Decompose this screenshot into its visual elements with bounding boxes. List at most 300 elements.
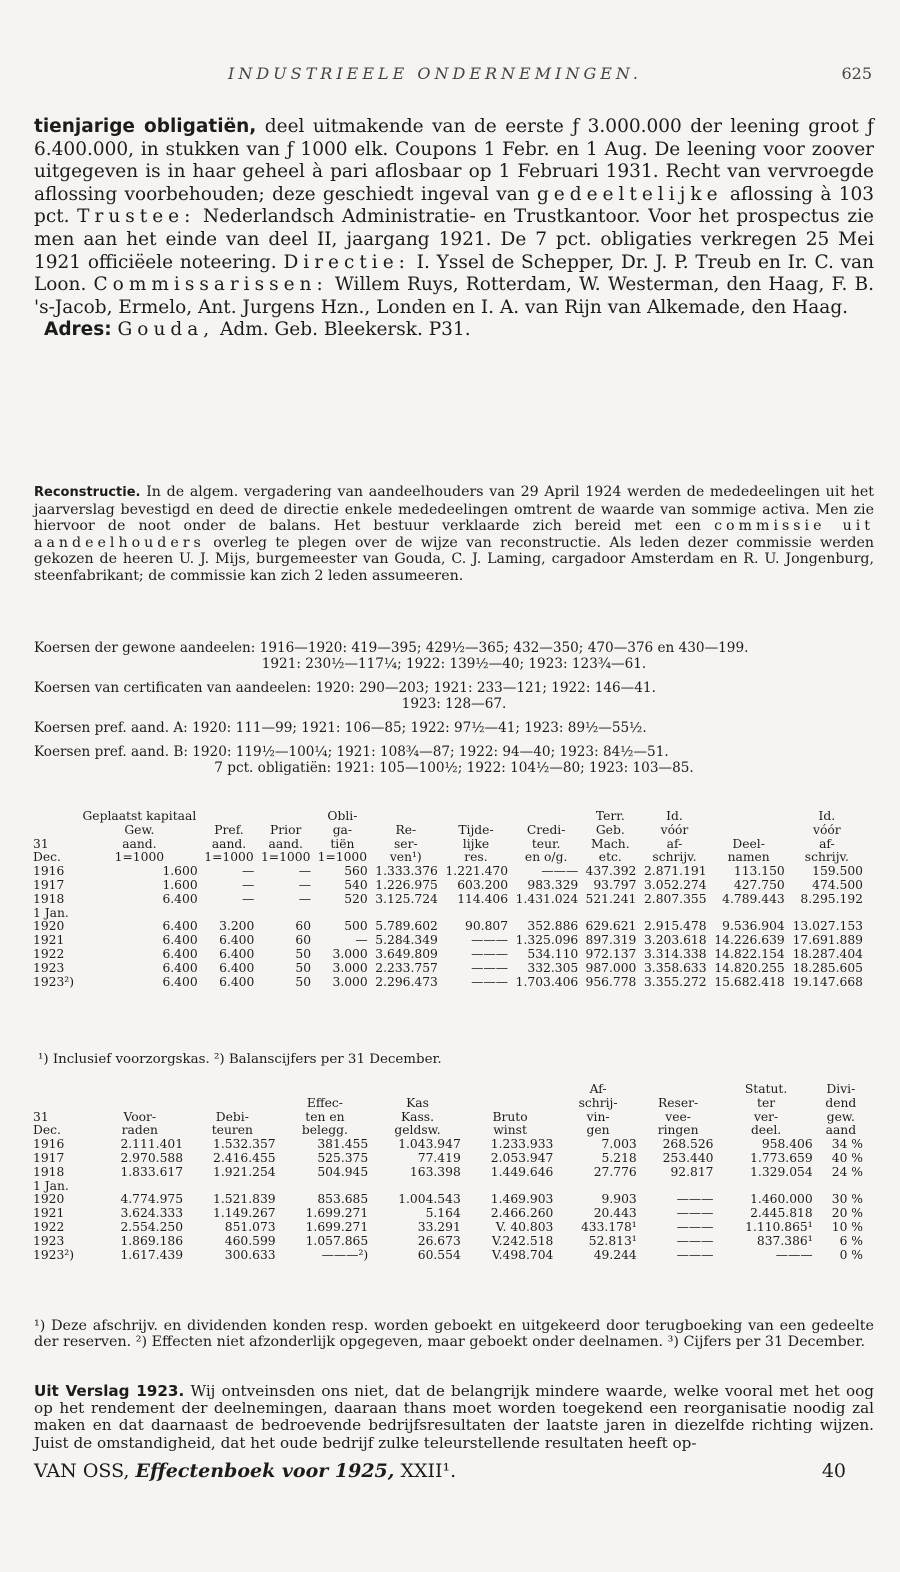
table-header-cell	[257, 810, 314, 824]
table-header-cell	[30, 824, 78, 838]
table-row	[30, 893, 866, 907]
table-header-cell: vin-	[586, 1109, 610, 1124]
table-cell: 6.400	[162, 891, 198, 906]
table-row	[30, 1138, 866, 1152]
table-cell	[816, 1180, 866, 1194]
table-header-cell: ven¹)	[389, 850, 422, 865]
table-cell	[257, 907, 314, 921]
table-header-cell	[186, 1083, 279, 1097]
reconstructie-spaced: commissie uit aandeelhouders	[34, 518, 874, 551]
table-cell: 19.147.668	[792, 974, 863, 989]
table-cell: ———	[775, 1247, 813, 1262]
table-cell: 2.296.473	[375, 974, 438, 989]
table-header-cell	[511, 810, 581, 824]
table-header-cell: af-	[666, 836, 683, 851]
table-header-cell: Tijde-	[458, 822, 494, 837]
table-cell: 983.329	[527, 877, 579, 892]
table-header-cell: schrijv.	[804, 850, 849, 865]
table-cell: 92.817	[670, 1164, 714, 1179]
table-header-cell: aand.	[211, 836, 247, 851]
table-cell: 1.833.617	[120, 1164, 184, 1179]
intro-text: deel uitmakende van de eerste ƒ 3.000.000 der leening groot ƒ 6.400.000, in stukken van ƒ 1000 elk. Coupons 1 Febr. en 1 Aug. De leening voor zoover uitgegeven is in haar geheel à pari aflosbaar op 1 Februari 1931. Recht van vervroegde aflossing voorbehouden; deze geschiedt ingeval van	[34, 116, 874, 205]
table-row	[30, 1207, 866, 1221]
table-cell: 6.400	[219, 974, 255, 989]
table-header-row	[30, 1111, 866, 1125]
adres-city: Gouda,	[117, 319, 215, 341]
reconstructie-text: In de algem. vergadering van aandeelhouders van 29 April 1924 werden de mededeelingen uit het jaarverslag bevestigd en deed de directie enkele mededeelingen omtrent de waarde van sommige activa. Men zie hiervoor de noot onder de balans. Het bestuur verklaarde zich bereid met een	[34, 484, 874, 535]
table-cell: 1.521.839	[213, 1192, 276, 1207]
table-header-cell: vee-	[665, 1109, 691, 1124]
table-header-cell	[30, 810, 78, 824]
table-cell: 332.305	[527, 960, 579, 975]
table-header-cell	[186, 1097, 279, 1111]
table-cell: 2.554.250	[120, 1219, 184, 1234]
table-cell: 3.200	[219, 919, 255, 934]
table-cell: 1.325.096	[515, 933, 579, 948]
table-cell	[279, 1180, 372, 1194]
table-header-cell: dend	[825, 1095, 857, 1110]
table-cell: 1.431.024	[515, 891, 579, 906]
trustee-label: Trustee:	[77, 206, 196, 228]
table-cell: 1917	[33, 877, 65, 892]
table-cell: 2.416.455	[213, 1150, 276, 1165]
table-cell: 1923²)	[33, 974, 75, 989]
table-cell: 1.329.054	[750, 1164, 813, 1179]
table-cell: V. 40.803	[495, 1219, 554, 1234]
table-row	[30, 1221, 866, 1235]
table-cell: 1.600	[162, 877, 198, 892]
table-header-row	[30, 851, 866, 865]
table-cell: 5.164	[425, 1206, 461, 1221]
table-cell: 114.406	[457, 891, 509, 906]
table-cell: 6 %	[839, 1233, 863, 1248]
table-header-cell: Voor-	[123, 1109, 157, 1124]
table-cell: 504.945	[317, 1164, 369, 1179]
table-cell: 20 %	[831, 1206, 863, 1221]
table-cell: 33.291	[417, 1219, 461, 1234]
table-header-cell	[640, 1083, 717, 1097]
table-row	[30, 920, 866, 934]
table-cell: 2.970.588	[120, 1150, 184, 1165]
table-header-cell: Divi-	[826, 1082, 856, 1096]
table-header-cell: Mach.	[590, 836, 630, 851]
table-cell: 958.406	[761, 1137, 813, 1152]
table-header-row	[30, 824, 866, 838]
table-cell: 381.455	[317, 1137, 369, 1152]
table-header-cell: Gew.	[124, 822, 155, 837]
table-cell: 2.445.818	[750, 1206, 813, 1221]
table-header-cell: aand	[825, 1123, 857, 1138]
koers-block	[34, 720, 874, 736]
table-cell: 77.419	[417, 1150, 461, 1165]
table-cell: 17.691.889	[792, 933, 863, 948]
table-cell: 6.400	[162, 960, 198, 975]
table-cell	[201, 907, 258, 921]
table-header-cell: winst	[493, 1123, 527, 1138]
table-cell: —	[355, 933, 368, 948]
table-header-cell: vóór	[813, 822, 841, 837]
table1-footnote: ¹) Inclusief voorzorgskas. ²) Balanscijfers per 31 December.	[38, 1052, 442, 1067]
table-cell: 9.903	[601, 1192, 637, 1207]
table-cell	[371, 1180, 464, 1194]
footer-publisher: VAN OSS,	[34, 1460, 130, 1482]
table-cell: 113.150	[733, 864, 785, 879]
table-header-cell: 31	[33, 836, 49, 851]
table-cell: 2.233.757	[375, 960, 438, 975]
table-cell: 3.358.633	[643, 960, 707, 975]
table-cell: 1 Jan.	[33, 905, 69, 920]
table-header-cell: Prior	[270, 822, 302, 837]
table-cell: 268.526	[662, 1137, 714, 1152]
table-cell: 14.820.255	[714, 960, 785, 975]
table-cell: 15.682.418	[714, 974, 785, 989]
reconstructie-label: Reconstructie.	[34, 485, 141, 500]
table-cell: 525.375	[317, 1150, 369, 1165]
table-cell: 1923²)	[33, 1247, 75, 1262]
table-cell: 4.774.975	[120, 1192, 184, 1207]
table-header-cell: Reser-	[658, 1095, 699, 1110]
uit-verslag-text: Wij ontveinsden ons niet, dat de belangrijk mindere waarde, welke vooral met het oog op het rendement der deelnemingen, daaraan thans moet worden toegekend een reorganisatie noodig zal maken en dat daarnaast de bedroevende bedrijfsresultaten der laatste jaren in diezelfde richting wijzen. Juist de omstandigheid, dat het oude bedrijf zulke teleurstellende resultaten heeft op-	[34, 1382, 874, 1452]
table-cell: 14.822.154	[714, 946, 785, 961]
table-cell: —	[298, 864, 312, 879]
table-header-cell: schrij-	[578, 1095, 618, 1110]
table-cell: 540	[344, 877, 368, 892]
table-header-cell: etc.	[598, 850, 622, 865]
table-cell: 1.699.271	[305, 1206, 369, 1221]
table-cell: 1920	[33, 919, 65, 934]
table-cell	[581, 907, 639, 921]
table-cell: 3.000	[332, 974, 368, 989]
koers-line: Koersen van certificaten van aandeelen: 1920: 290—203; 1921: 233—121; 1922: 146—41.	[34, 680, 656, 696]
table-header-cell: 1=1000	[317, 850, 368, 865]
adres-label: Adres:	[44, 319, 112, 341]
table-header-cell: tiën	[330, 836, 355, 851]
table-cell	[716, 1180, 815, 1194]
table-cell: 18.285.605	[792, 960, 863, 975]
table-cell	[441, 907, 511, 921]
koers-block	[34, 680, 874, 712]
table-header-cell: Deel-	[732, 836, 765, 851]
table-header-cell	[710, 810, 788, 824]
table-cell: 5.218	[601, 1150, 637, 1165]
table-header-cell: deel.	[750, 1123, 782, 1138]
table-cell: V.242.518	[491, 1233, 554, 1248]
table-header-cell: aand.	[268, 836, 303, 851]
commissarissen-names: Willem Ruys, Rotterdam, W. Westerman, den Haag, F. B. 's-Jacob, Ermelo, Ant. Jurgens Hzn., Londen en I. A. van Rijn van Alkemade, den Haag.	[34, 274, 874, 318]
header-title: INDUSTRIEELE ONDERNEMINGEN.	[228, 64, 642, 83]
table-header-cell: af-	[819, 836, 835, 851]
koers-block	[34, 640, 874, 672]
table-header-row	[30, 1083, 866, 1097]
table-cell: 27.776	[593, 1164, 637, 1179]
table-cell: 93.797	[593, 877, 637, 892]
table-cell: ———	[471, 933, 509, 948]
table-header-cell: vóór	[660, 822, 689, 837]
directie-label: Directie:	[283, 251, 410, 273]
table-cell: 18.287.404	[792, 946, 863, 961]
koers-line: Koersen der gewone aandeelen: 1916—1920: 419—395; 429½—365; 432—350; 470—376 en 430—199.	[34, 640, 749, 656]
table-cell: 3.052.274	[643, 877, 707, 892]
table-cell: 1.869.186	[120, 1233, 184, 1248]
table-cell: 1918	[33, 891, 65, 906]
table-cell: 2.871.191	[643, 864, 707, 879]
commissarissen-label: Commissarissen:	[93, 274, 328, 296]
uit-verslag-paragraph	[34, 1383, 874, 1452]
table-cell: 897.319	[585, 933, 637, 948]
table-cell: 352.886	[527, 919, 579, 934]
table-cell: 50	[295, 974, 312, 989]
table-cell: 1.110.865¹	[745, 1219, 813, 1234]
reconstructie-paragraph	[34, 484, 874, 585]
balance-table-2	[30, 1083, 866, 1262]
footer-title: Effectenboek voor 1925,	[135, 1460, 395, 1482]
intro-spaced-term: gedeeltelijke	[536, 183, 723, 205]
table-cell: 60.554	[417, 1247, 461, 1262]
table-cell	[78, 907, 201, 921]
table-header-cell: Geplaatst kapitaal	[82, 809, 197, 823]
table-header-cell: belegg.	[301, 1123, 348, 1138]
table-header-cell	[464, 1097, 557, 1111]
table-cell: 1918	[33, 1164, 65, 1179]
table-cell: 1.773.659	[750, 1150, 813, 1165]
table-cell: 433.178¹	[580, 1219, 637, 1234]
table-header-cell: geldsw.	[394, 1123, 441, 1138]
table-cell: 6.400	[162, 974, 198, 989]
table-cell: V.498.704	[491, 1247, 554, 1262]
table-header-cell	[201, 810, 258, 824]
table-cell: 6.400	[219, 960, 255, 975]
table-cell: 1.233.933	[490, 1137, 554, 1152]
footer-sheet-number: 40	[821, 1460, 846, 1482]
table-cell: 603.200	[457, 877, 509, 892]
table-cell: 1.703.406	[515, 974, 579, 989]
table-cell: 159.500	[812, 864, 863, 879]
table-row	[30, 1235, 866, 1249]
table-header-cell: Af-	[589, 1082, 607, 1096]
table-cell: 500	[344, 919, 368, 934]
table-cell: 3.355.272	[643, 974, 707, 989]
table-row	[30, 1152, 866, 1166]
table-cell: 6.400	[162, 919, 198, 934]
table-row	[30, 934, 866, 948]
table-cell: ———	[541, 864, 579, 879]
table-header-cell	[710, 824, 788, 838]
table-header-cell: ringen	[657, 1123, 699, 1138]
table-cell: 1.600	[162, 864, 198, 879]
table-header-cell: 1=1000	[204, 850, 254, 865]
table-cell: 34 %	[831, 1137, 863, 1152]
intro-paragraph	[34, 116, 874, 342]
table-cell: 1.004.543	[398, 1192, 461, 1207]
table-cell	[464, 1180, 557, 1194]
table-header-cell: aand.	[122, 836, 157, 851]
table-cell: 7.003	[601, 1137, 637, 1152]
table-cell: ———	[471, 946, 509, 961]
table-cell: —	[242, 891, 255, 906]
table-cell	[639, 907, 709, 921]
table-cell: 26.673	[417, 1233, 461, 1248]
table-cell: 560	[344, 864, 368, 879]
table-cell: 1920	[33, 1192, 65, 1207]
table-row	[30, 879, 866, 893]
table-cell: 1.532.357	[213, 1137, 276, 1152]
table-cell: ———	[676, 1206, 714, 1221]
table-row	[30, 1249, 866, 1263]
table-cell	[371, 907, 441, 921]
table-cell: 1.057.865	[305, 1233, 369, 1248]
table-cell: 1.921.254	[213, 1164, 276, 1179]
table-cell: 1923	[33, 960, 65, 975]
table-header-cell: Effec-	[306, 1095, 343, 1110]
table-cell: 3.125.724	[375, 891, 438, 906]
table-cell: 1917	[33, 1150, 65, 1165]
table-cell: —	[298, 891, 312, 906]
table-header-cell: gen	[586, 1123, 610, 1138]
table-header-cell: teur.	[531, 836, 561, 851]
table-cell: 1.221.470	[445, 864, 509, 879]
koers-block	[34, 744, 874, 776]
table-cell: ———	[676, 1247, 714, 1262]
table-cell: 2.111.401	[120, 1137, 184, 1152]
table-header-cell	[30, 1083, 93, 1097]
table-cell: 1923	[33, 1233, 65, 1248]
table-cell: 972.137	[585, 946, 637, 961]
table-cell: 253.440	[662, 1150, 714, 1165]
table-header-cell: Dec.	[33, 1123, 61, 1138]
table-cell: 534.110	[527, 946, 579, 961]
table-cell: 163.398	[409, 1164, 461, 1179]
table-cell: ———	[471, 960, 509, 975]
table-cell: 3.624.333	[120, 1206, 184, 1221]
table-cell: 6.400	[162, 933, 198, 948]
table-cell: 1.449.646	[490, 1164, 554, 1179]
table-cell: 853.685	[317, 1192, 369, 1207]
table-header-cell: 1=1000	[114, 850, 165, 865]
table-header-cell: Obli-	[327, 809, 358, 823]
table-cell: 1 Jan.	[33, 1178, 69, 1193]
table-cell: —	[298, 877, 312, 892]
koersen-section	[34, 640, 874, 784]
table-header-cell: schrijv.	[652, 850, 697, 865]
table-cell: 4.789.443	[722, 891, 785, 906]
table-cell: 6.400	[219, 946, 255, 961]
table-cell: 10 %	[831, 1219, 863, 1234]
table-row	[30, 865, 866, 879]
table-cell: 987.000	[585, 960, 637, 975]
table-header-cell	[464, 1083, 557, 1097]
table-cell: 0 %	[839, 1247, 863, 1262]
table-row	[30, 1166, 866, 1180]
table-header-cell: namen	[727, 850, 770, 865]
table-cell: 9.536.904	[722, 919, 785, 934]
table-cell: 1916	[33, 1137, 65, 1152]
table-header-cell: raden	[121, 1123, 158, 1138]
balance-table-1	[30, 810, 866, 989]
table-cell: 1.333.376	[375, 864, 438, 879]
table-cell: 837.386¹	[756, 1233, 813, 1248]
table-cell: 474.500	[812, 877, 863, 892]
table-cell	[788, 907, 866, 921]
table-cell: 3.314.338	[643, 946, 707, 961]
table-header-cell: gew.	[826, 1109, 855, 1124]
table-cell: 3.000	[332, 946, 368, 961]
table-cell: 1922	[33, 946, 65, 961]
table-cell: 2.915.478	[643, 919, 707, 934]
directie-names: I. Yssel de Schepper, Dr. J. P. Treub en Ir. C. van Loon.	[34, 251, 875, 296]
table-header-row	[30, 1097, 866, 1111]
table-header-cell: Kass.	[400, 1109, 435, 1124]
table-row	[30, 948, 866, 962]
table-header-cell	[441, 810, 511, 824]
table-row	[30, 976, 866, 990]
table-cell: 437.392	[585, 864, 637, 879]
table-cell: 3.649.809	[375, 946, 438, 961]
table-cell: 6.400	[219, 933, 255, 948]
table-header-cell	[279, 1083, 372, 1097]
table-cell: 2.466.260	[490, 1206, 554, 1221]
table-row	[30, 1180, 866, 1194]
table-header-cell: ter	[757, 1095, 776, 1110]
intro-text: aflossing à 103 pct.	[34, 183, 874, 228]
table-cell: 30 %	[831, 1192, 863, 1207]
table-cell	[556, 1180, 639, 1194]
table-cell: 20.443	[593, 1206, 637, 1221]
table-header-row	[30, 1124, 866, 1138]
table-cell: 3.203.618	[643, 933, 707, 948]
table-cell: 629.621	[585, 919, 637, 934]
table-cell: 49.244	[593, 1247, 637, 1262]
table-cell	[640, 1180, 717, 1194]
table-header-cell: res.	[464, 850, 488, 865]
table-header-cell	[30, 1097, 93, 1111]
table-cell: 3.000	[332, 960, 368, 975]
table-header-cell: Statut.	[744, 1082, 788, 1096]
table-cell: 1.617.439	[120, 1247, 184, 1262]
table-cell: 851.073	[224, 1219, 276, 1234]
table-cell: 5.789.602	[375, 919, 438, 934]
table-cell: 2.807.355	[643, 891, 707, 906]
table-header-cell: ten en	[305, 1109, 345, 1124]
bond-term: tienjarige obligatiën,	[34, 116, 257, 137]
table-header-cell: Debi-	[215, 1109, 249, 1124]
table-header-cell: Bruto	[492, 1109, 528, 1124]
running-header	[0, 64, 900, 88]
table-header-cell: Kas	[406, 1095, 429, 1110]
table-cell: ———²)	[321, 1247, 369, 1262]
table-cell: —	[242, 877, 255, 892]
table-cell: —	[242, 864, 255, 879]
koers-line: 1923: 128—67.	[401, 696, 507, 712]
table-cell: 521.241	[585, 891, 637, 906]
table-cell: 52.813¹	[588, 1233, 637, 1248]
table-header-cell	[371, 1083, 464, 1097]
table-cell: 6.400	[162, 946, 198, 961]
table-cell: 14.226.639	[714, 933, 785, 948]
table-cell: 13.027.153	[792, 919, 863, 934]
table-cell: 520	[344, 891, 368, 906]
table-cell	[314, 907, 371, 921]
table-header-cell: Pref.	[214, 822, 244, 837]
table-row	[30, 1193, 866, 1207]
table-cell: 427.750	[733, 877, 785, 892]
table-cell	[93, 1180, 186, 1194]
table-header-cell: 31	[33, 1109, 49, 1124]
table-cell: 24 %	[831, 1164, 863, 1179]
table-header-cell	[371, 810, 441, 824]
table-cell	[710, 907, 788, 921]
table-cell: 2.053.947	[490, 1150, 554, 1165]
table-cell: 1.149.267	[213, 1206, 276, 1221]
